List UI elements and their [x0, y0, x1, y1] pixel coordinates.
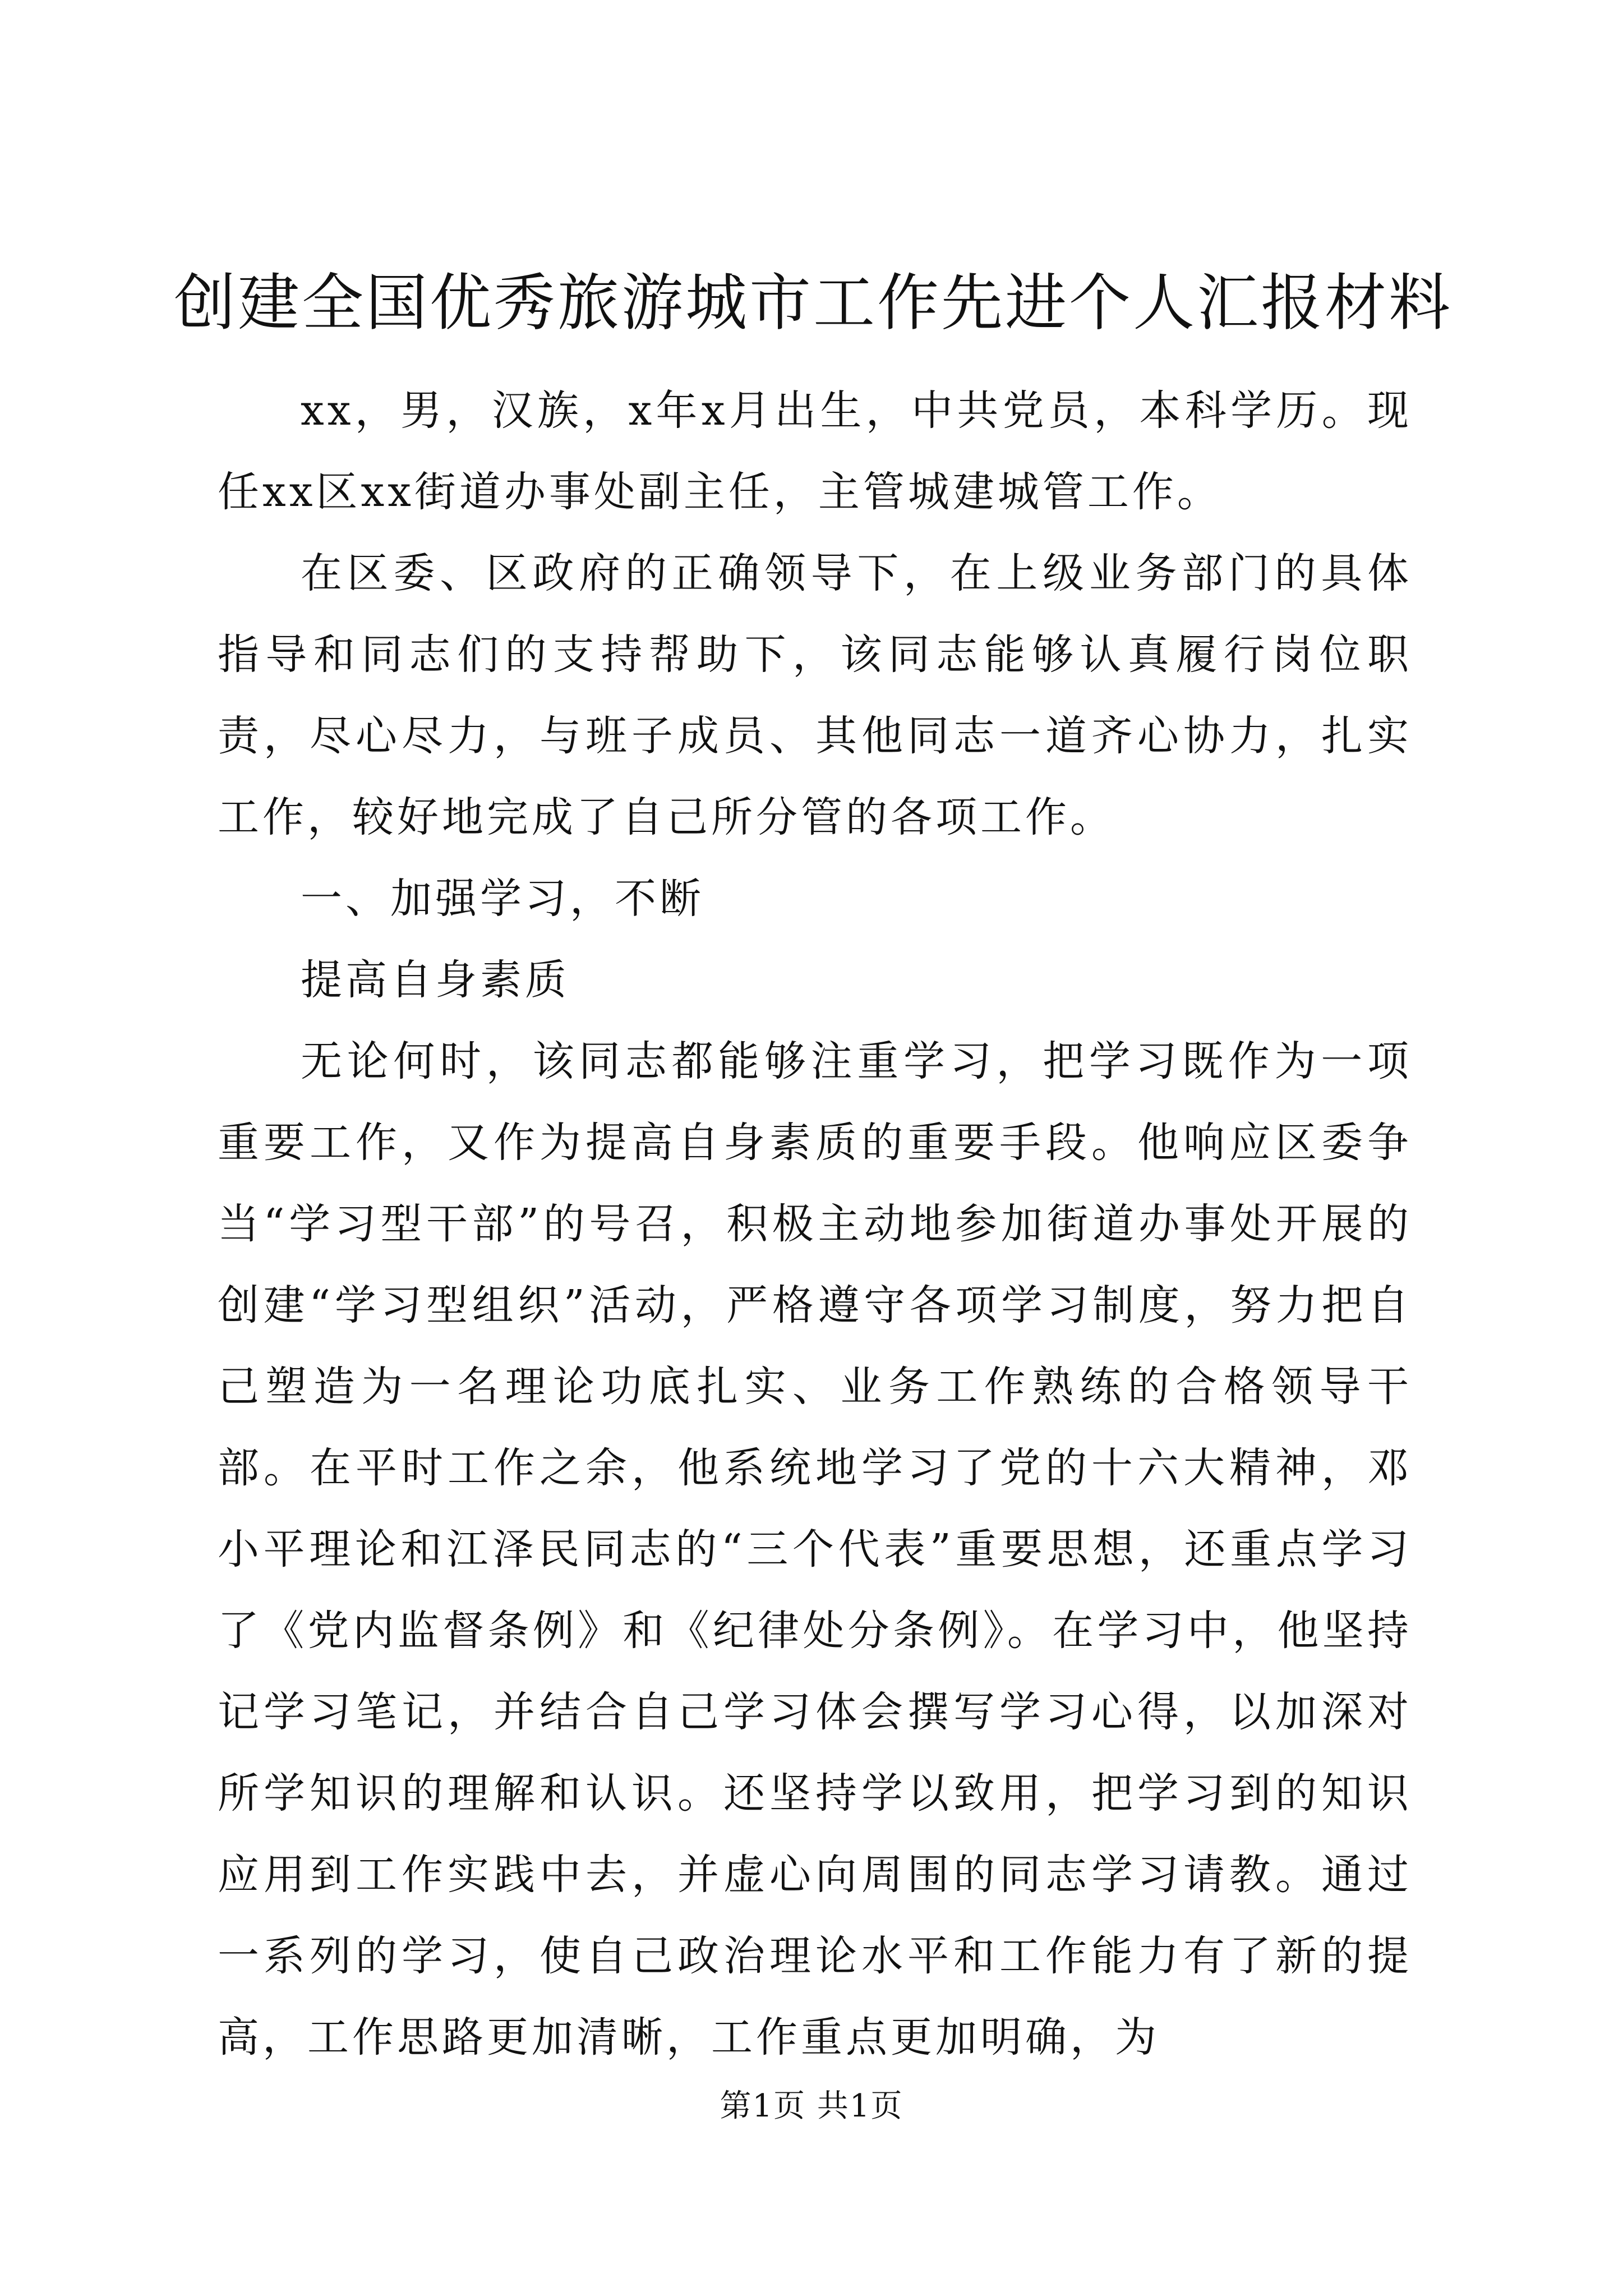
paragraph-study: 无论何时，该同志都能够注重学习，把学习既作为一项重要工作，又作为提高自身素质的重要手段。他响应区委争当“学习型干部”的号召，积极主动地参加街道办事处开展的创建“学习型组织”活动，严格遵守各项学习制度，努力把自己塑造为一名理论功底扎实、业务工作熟练的合格领导干部。在平时工作之余，他系统地学习了党的十六大精神，邓小平理论和江泽民同志的“三个代表”重要思想，还重点学习了《党内监督条例》和《纪律处分条例》。在学习中，他坚持记学习笔记，并结合自己学习体会撰写学习心得，以加深对所学知识的理解和认识。还坚持学以致用，把学习到的知识应用到工作实践中去，并虚心向周围的同志学习请教。通过一系列的学习，使自己政治理论水平和工作能力有了新的提高，工作思路更加清晰，工作重点更加明确，为 [218, 1037, 1412, 2062]
section-heading-line-1: 一、加强学习，不断 [301, 875, 704, 923]
section-heading-line-2: 提高自身素质 [301, 956, 570, 1004]
document-body [218, 370, 1412, 2078]
paragraph-overview: 在区委、区政府的正确领导下，在上级业务部门的具体指导和同志们的支持帮助下，该同志能够认真履行岗位职责，尽心尽力，与班子成员、其他同志一道齐心协力，扎实工作，较好地完成了自己所分管的各项工作。 [218, 549, 1412, 841]
paragraph-personal-info: xx，男，汉族，x年x月出生，中共党员，本科学历。现任xx区xx街道办事处副主任，主管城建城管工作。 [218, 386, 1412, 516]
page-footer: 第1页 共1页 [720, 2088, 903, 2124]
document-title: 创建全国优秀旅游城市工作先进个人汇报材料 [174, 267, 1453, 339]
